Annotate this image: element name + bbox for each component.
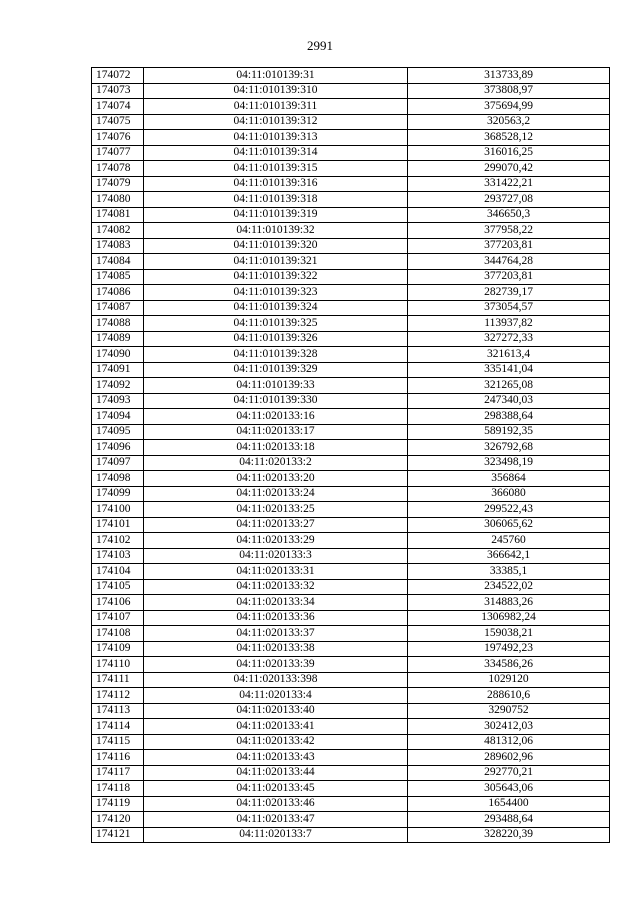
- table-row: [92, 378, 610, 394]
- cadastral-number-cell: 04:11:020133:41: [144, 719, 408, 735]
- cadastral-value-cell: 316016,25: [408, 145, 610, 161]
- cadastral-value-cell: 299070,42: [408, 161, 610, 177]
- table-row: [92, 254, 610, 270]
- cadastral-number-cell: 04:11:020133:40: [144, 703, 408, 719]
- cadastral-number-cell: 04:11:020133:29: [144, 533, 408, 549]
- cadastral-number-cell: 04:11:010139:31: [144, 68, 408, 84]
- page-number: 2991: [307, 38, 333, 53]
- row-number-cell: 174113: [92, 703, 144, 719]
- cadastral-number-cell: 04:11:020133:37: [144, 626, 408, 642]
- row-number-cell: 174076: [92, 130, 144, 146]
- cadastral-number-cell: 04:11:010139:318: [144, 192, 408, 208]
- row-number-cell: 174112: [92, 688, 144, 704]
- cadastral-value-cell: 375694,99: [408, 99, 610, 115]
- row-number-cell: 174085: [92, 269, 144, 285]
- cadastral-number-cell: 04:11:010139:312: [144, 114, 408, 130]
- table-row: [92, 424, 610, 440]
- row-number-cell: 174103: [92, 548, 144, 564]
- table-row: [92, 579, 610, 595]
- cadastral-value-cell: 197492,23: [408, 641, 610, 657]
- row-number-cell: 174072: [92, 68, 144, 84]
- cadastral-value-cell: 293488,64: [408, 812, 610, 828]
- row-number-cell: 174098: [92, 471, 144, 487]
- cadastral-value-cell: 299522,43: [408, 502, 610, 518]
- cadastral-value-cell: 328220,39: [408, 827, 610, 843]
- cadastral-value-cell: 3290752: [408, 703, 610, 719]
- row-number-cell: 174091: [92, 362, 144, 378]
- table-row: [92, 827, 610, 843]
- table-row: [92, 145, 610, 161]
- table-row: [92, 99, 610, 115]
- table-row: [92, 502, 610, 518]
- cadastral-number-cell: 04:11:010139:32: [144, 223, 408, 239]
- cadastral-number-cell: 04:11:020133:34: [144, 595, 408, 611]
- table-row: [92, 719, 610, 735]
- row-number-cell: 174119: [92, 796, 144, 812]
- cadastral-value-cell: 327272,33: [408, 331, 610, 347]
- cadastral-value-cell: 298388,64: [408, 409, 610, 425]
- cadastral-value-cell: 1029120: [408, 672, 610, 688]
- row-number-cell: 174086: [92, 285, 144, 301]
- row-number-cell: 174078: [92, 161, 144, 177]
- cadastral-number-cell: 04:11:020133:44: [144, 765, 408, 781]
- row-number-cell: 174095: [92, 424, 144, 440]
- table-row: [92, 688, 610, 704]
- row-number-cell: 174094: [92, 409, 144, 425]
- cadastral-value-cell: 293727,08: [408, 192, 610, 208]
- cadastral-value-cell: 305643,06: [408, 781, 610, 797]
- table-row: [92, 486, 610, 502]
- table-row: [92, 796, 610, 812]
- cadastral-value-cell: 245760: [408, 533, 610, 549]
- table-row: [92, 223, 610, 239]
- cadastral-number-cell: 04:11:020133:7: [144, 827, 408, 843]
- row-number-cell: 174081: [92, 207, 144, 223]
- row-number-cell: 174102: [92, 533, 144, 549]
- cadastral-value-cell: 320563,2: [408, 114, 610, 130]
- row-number-cell: 174090: [92, 347, 144, 363]
- cadastral-value-cell: 234522,02: [408, 579, 610, 595]
- row-number-cell: 174093: [92, 393, 144, 409]
- cadastral-value-cell: 323498,19: [408, 455, 610, 471]
- table-row: [92, 347, 610, 363]
- cadastral-number-cell: 04:11:020133:18: [144, 440, 408, 456]
- table-row: [92, 610, 610, 626]
- cadastral-value-cell: 377203,81: [408, 238, 610, 254]
- cadastral-number-cell: 04:11:020133:47: [144, 812, 408, 828]
- table-row: [92, 269, 610, 285]
- table-row: [92, 130, 610, 146]
- row-number-cell: 174109: [92, 641, 144, 657]
- row-number-cell: 174073: [92, 83, 144, 99]
- cadastral-value-table: [91, 67, 610, 843]
- cadastral-value-cell: 344764,28: [408, 254, 610, 270]
- cadastral-number-cell: 04:11:020133:32: [144, 579, 408, 595]
- row-number-cell: 174084: [92, 254, 144, 270]
- cadastral-number-cell: 04:11:020133:36: [144, 610, 408, 626]
- cadastral-number-cell: 04:11:020133:31: [144, 564, 408, 580]
- table-row: [92, 285, 610, 301]
- table-row: [92, 471, 610, 487]
- cadastral-number-cell: 04:11:010139:323: [144, 285, 408, 301]
- row-number-cell: 174087: [92, 300, 144, 316]
- table-row: [92, 114, 610, 130]
- row-number-cell: 174079: [92, 176, 144, 192]
- row-number-cell: 174120: [92, 812, 144, 828]
- cadastral-number-cell: 04:11:020133:45: [144, 781, 408, 797]
- table-row: [92, 703, 610, 719]
- row-number-cell: 174082: [92, 223, 144, 239]
- table-row: [92, 68, 610, 84]
- cadastral-number-cell: 04:11:010139:310: [144, 83, 408, 99]
- cadastral-number-cell: 04:11:020133:16: [144, 409, 408, 425]
- cadastral-number-cell: 04:11:010139:313: [144, 130, 408, 146]
- table-row: [92, 657, 610, 673]
- row-number-cell: 174099: [92, 486, 144, 502]
- table-row: [92, 409, 610, 425]
- row-number-cell: 174100: [92, 502, 144, 518]
- cadastral-value-cell: 321265,08: [408, 378, 610, 394]
- cadastral-number-cell: 04:11:020133:24: [144, 486, 408, 502]
- cadastral-number-cell: 04:11:010139:330: [144, 393, 408, 409]
- cadastral-value-cell: 373054,57: [408, 300, 610, 316]
- table-row: [92, 626, 610, 642]
- cadastral-number-cell: 04:11:020133:38: [144, 641, 408, 657]
- table-row: [92, 161, 610, 177]
- cadastral-value-cell: 314883,26: [408, 595, 610, 611]
- row-number-cell: 174101: [92, 517, 144, 533]
- row-number-cell: 174074: [92, 99, 144, 115]
- row-number-cell: 174096: [92, 440, 144, 456]
- row-number-cell: 174097: [92, 455, 144, 471]
- cadastral-value-cell: 247340,03: [408, 393, 610, 409]
- cadastral-value-cell: 366080: [408, 486, 610, 502]
- table-row: [92, 455, 610, 471]
- cadastral-number-cell: 04:11:020133:17: [144, 424, 408, 440]
- table-row: [92, 517, 610, 533]
- row-number-cell: 174116: [92, 750, 144, 766]
- cadastral-number-cell: 04:11:010139:324: [144, 300, 408, 316]
- cadastral-value-cell: 356864: [408, 471, 610, 487]
- table-row: [92, 176, 610, 192]
- row-number-cell: 174089: [92, 331, 144, 347]
- cadastral-value-cell: 331422,21: [408, 176, 610, 192]
- cadastral-value-cell: 373808,97: [408, 83, 610, 99]
- cadastral-value-cell: 377958,22: [408, 223, 610, 239]
- cadastral-number-cell: 04:11:010139:311: [144, 99, 408, 115]
- table-row: [92, 734, 610, 750]
- table-row: [92, 641, 610, 657]
- row-number-cell: 174105: [92, 579, 144, 595]
- cadastral-value-cell: 366642,1: [408, 548, 610, 564]
- cadastral-value-cell: 321613,4: [408, 347, 610, 363]
- table-row: [92, 440, 610, 456]
- cadastral-value-cell: 326792,68: [408, 440, 610, 456]
- cadastral-value-cell: 302412,03: [408, 719, 610, 735]
- cadastral-number-cell: 04:11:010139:320: [144, 238, 408, 254]
- table-row: [92, 83, 610, 99]
- cadastral-number-cell: 04:11:020133:27: [144, 517, 408, 533]
- cadastral-number-cell: 04:11:010139:321: [144, 254, 408, 270]
- cadastral-number-cell: 04:11:010139:328: [144, 347, 408, 363]
- row-number-cell: 174121: [92, 827, 144, 843]
- cadastral-number-cell: 04:11:010139:329: [144, 362, 408, 378]
- row-number-cell: 174083: [92, 238, 144, 254]
- cadastral-value-cell: 346650,3: [408, 207, 610, 223]
- table-row: [92, 548, 610, 564]
- cadastral-number-cell: 04:11:020133:4: [144, 688, 408, 704]
- row-number-cell: 174075: [92, 114, 144, 130]
- cadastral-number-cell: 04:11:020133:43: [144, 750, 408, 766]
- cadastral-value-cell: 282739,17: [408, 285, 610, 301]
- cadastral-value-cell: 481312,06: [408, 734, 610, 750]
- cadastral-value-cell: 306065,62: [408, 517, 610, 533]
- cadastral-number-cell: 04:11:020133:20: [144, 471, 408, 487]
- row-number-cell: 174106: [92, 595, 144, 611]
- table-row: [92, 533, 610, 549]
- row-number-cell: 174092: [92, 378, 144, 394]
- table-body: [92, 68, 610, 843]
- cadastral-value-cell: 33385,1: [408, 564, 610, 580]
- cadastral-number-cell: 04:11:010139:315: [144, 161, 408, 177]
- table-row: [92, 595, 610, 611]
- cadastral-value-cell: 1306982,24: [408, 610, 610, 626]
- table-row: [92, 300, 610, 316]
- table-row: [92, 316, 610, 332]
- cadastral-value-cell: 377203,81: [408, 269, 610, 285]
- table-row: [92, 192, 610, 208]
- row-number-cell: 174108: [92, 626, 144, 642]
- row-number-cell: 174114: [92, 719, 144, 735]
- table-row: [92, 672, 610, 688]
- cadastral-value-cell: 368528,12: [408, 130, 610, 146]
- cadastral-value-cell: 335141,04: [408, 362, 610, 378]
- table-row: [92, 812, 610, 828]
- cadastral-number-cell: 04:11:020133:39: [144, 657, 408, 673]
- cadastral-number-cell: 04:11:020133:25: [144, 502, 408, 518]
- row-number-cell: 174117: [92, 765, 144, 781]
- cadastral-value-cell: 334586,26: [408, 657, 610, 673]
- row-number-cell: 174107: [92, 610, 144, 626]
- table-row: [92, 362, 610, 378]
- row-number-cell: 174110: [92, 657, 144, 673]
- table-row: [92, 781, 610, 797]
- row-number-cell: 174080: [92, 192, 144, 208]
- row-number-cell: 174118: [92, 781, 144, 797]
- table-row: [92, 750, 610, 766]
- cadastral-value-cell: 289602,96: [408, 750, 610, 766]
- cadastral-number-cell: 04:11:010139:326: [144, 331, 408, 347]
- cadastral-number-cell: 04:11:020133:3: [144, 548, 408, 564]
- table-row: [92, 564, 610, 580]
- cadastral-number-cell: 04:11:010139:33: [144, 378, 408, 394]
- table-row: [92, 207, 610, 223]
- cadastral-number-cell: 04:11:020133:398: [144, 672, 408, 688]
- cadastral-value-cell: 292770,21: [408, 765, 610, 781]
- cadastral-value-cell: 313733,89: [408, 68, 610, 84]
- cadastral-value-cell: 589192,35: [408, 424, 610, 440]
- table-row: [92, 393, 610, 409]
- cadastral-value-cell: 1654400: [408, 796, 610, 812]
- row-number-cell: 174111: [92, 672, 144, 688]
- cadastral-number-cell: 04:11:010139:325: [144, 316, 408, 332]
- cadastral-number-cell: 04:11:010139:322: [144, 269, 408, 285]
- cadastral-number-cell: 04:11:020133:46: [144, 796, 408, 812]
- cadastral-number-cell: 04:11:020133:2: [144, 455, 408, 471]
- cadastral-value-cell: 113937,82: [408, 316, 610, 332]
- table-row: [92, 765, 610, 781]
- cadastral-value-cell: 288610,6: [408, 688, 610, 704]
- cadastral-value-cell: 159038,21: [408, 626, 610, 642]
- row-number-cell: 174104: [92, 564, 144, 580]
- cadastral-number-cell: 04:11:010139:319: [144, 207, 408, 223]
- row-number-cell: 174088: [92, 316, 144, 332]
- row-number-cell: 174077: [92, 145, 144, 161]
- cadastral-number-cell: 04:11:010139:316: [144, 176, 408, 192]
- table-row: [92, 238, 610, 254]
- row-number-cell: 174115: [92, 734, 144, 750]
- table-row: [92, 331, 610, 347]
- cadastral-number-cell: 04:11:010139:314: [144, 145, 408, 161]
- cadastral-number-cell: 04:11:020133:42: [144, 734, 408, 750]
